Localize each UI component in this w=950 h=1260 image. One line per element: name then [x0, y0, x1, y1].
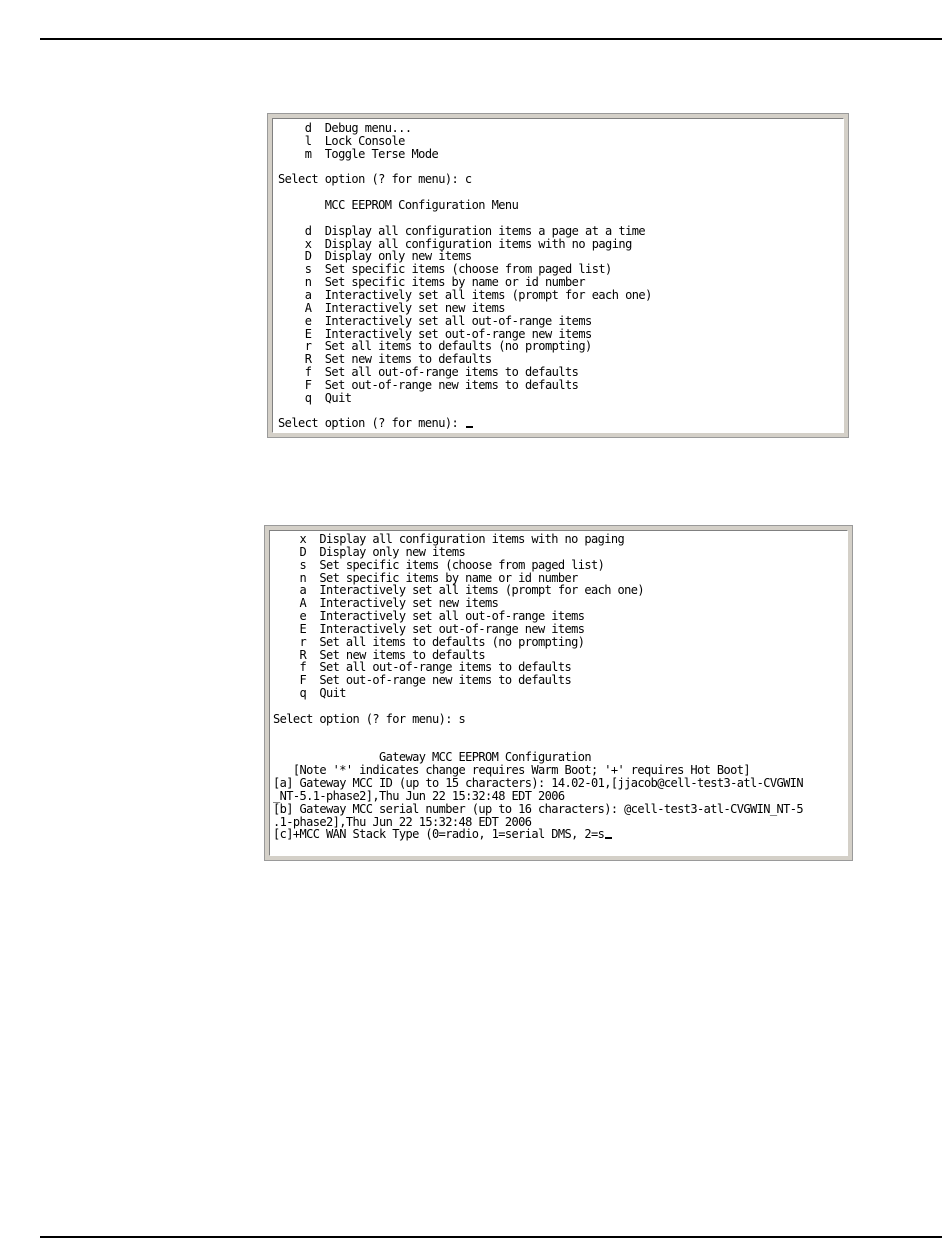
console-line: n Set specific items by name or id number — [273, 570, 578, 585]
console-line: [a] Gateway MCC ID (up to 15 characters): 14.02-01,[jjacob@cell-test3-atl-CVGWIN — [273, 776, 803, 791]
console-prompt-line — [278, 417, 843, 430]
console-line: A Interactively set new items — [278, 300, 505, 315]
console-line: e Interactively set all out-of-range items — [273, 609, 585, 624]
console-line: a Interactively set all items (prompt for each one) — [278, 287, 652, 302]
console-prompt-line — [273, 828, 847, 841]
console-prompt: Select option (? for menu): — [278, 416, 465, 431]
console-line: d Debug menu... — [278, 121, 412, 135]
console-line: m Toggle Terse Mode — [278, 146, 439, 161]
console-line: r Set all items to defaults (no prompting) — [278, 339, 592, 354]
console-line: A Interactively set new items — [273, 596, 499, 611]
console-line: s Set specific items (choose from paged list) — [278, 262, 612, 277]
console-line: R Set new items to defaults — [273, 647, 485, 662]
console-line: e Interactively set all out-of-range items — [278, 313, 592, 328]
console-line: _NT-5.1-phase2],Thu Jun 22 15:32:48 EDT 2006 — [273, 788, 565, 803]
console-line: Select option (? for menu): c — [278, 172, 472, 187]
console-line: .1-phase2],Thu Jun 22 15:32:48 EDT 2006 — [273, 814, 532, 829]
footer-rule — [40, 1236, 942, 1238]
console-line: l Lock Console — [278, 133, 405, 148]
console-text-area[interactable] — [269, 530, 848, 856]
console-window-eeprom-configuration — [264, 525, 853, 861]
console-line: q Quit — [278, 390, 352, 405]
console-line: Gateway MCC EEPROM Configuration — [273, 750, 591, 765]
console-line: F Set out-of-range new items to defaults — [278, 377, 579, 392]
text-cursor — [466, 426, 473, 428]
console-line: a Interactively set all items (prompt for each one) — [273, 583, 644, 598]
console-line: x Display all configuration items with no paging — [273, 532, 625, 546]
console-line: E Interactively set out-of-range new items — [273, 621, 585, 636]
console-line: d Display all configuration items a page at a time — [278, 223, 646, 238]
console-line: Select option (? for menu): s — [273, 711, 466, 726]
console-line: [b] Gateway MCC serial number (up to 16 characters): @cell-test3-atl-CVGWIN_NT-5 — [273, 801, 803, 816]
console-line: D Display only new items — [278, 249, 472, 264]
console-window-eeprom-menu — [267, 113, 849, 438]
header-rule — [40, 38, 942, 40]
console-line: E Interactively set out-of-range new items — [278, 326, 592, 341]
console-line — [273, 700, 847, 713]
console-line: MCC EEPROM Configuration Menu — [278, 198, 519, 213]
console-line: q Quit — [273, 686, 346, 701]
console-line: F Set out-of-range new items to defaults — [273, 673, 572, 688]
console-prompt: [c]+MCC WAN Stack Type (0=radio, 1=serial DMS, 2=s — [273, 827, 605, 842]
console-line: f Set all out-of-range items to defaults — [278, 365, 579, 380]
console-line: D Display only new items — [273, 544, 466, 559]
console-line: s Set specific items (choose from paged list) — [273, 557, 605, 572]
console-line: R Set new items to defaults — [278, 352, 492, 367]
console-line — [278, 212, 843, 225]
text-cursor — [605, 837, 612, 839]
console-line: x Display all configuration items with no paging — [278, 236, 632, 251]
console-line: n Set specific items by name or id number — [278, 275, 586, 290]
console-line: f Set all out-of-range items to defaults — [273, 660, 572, 675]
console-line: [Note '*' indicates change requires Warm Boot; '+' requires Hot Boot] — [273, 763, 750, 778]
console-text-area[interactable] — [272, 118, 844, 433]
console-line: r Set all items to defaults (no prompting) — [273, 634, 585, 649]
console-line — [273, 726, 847, 739]
